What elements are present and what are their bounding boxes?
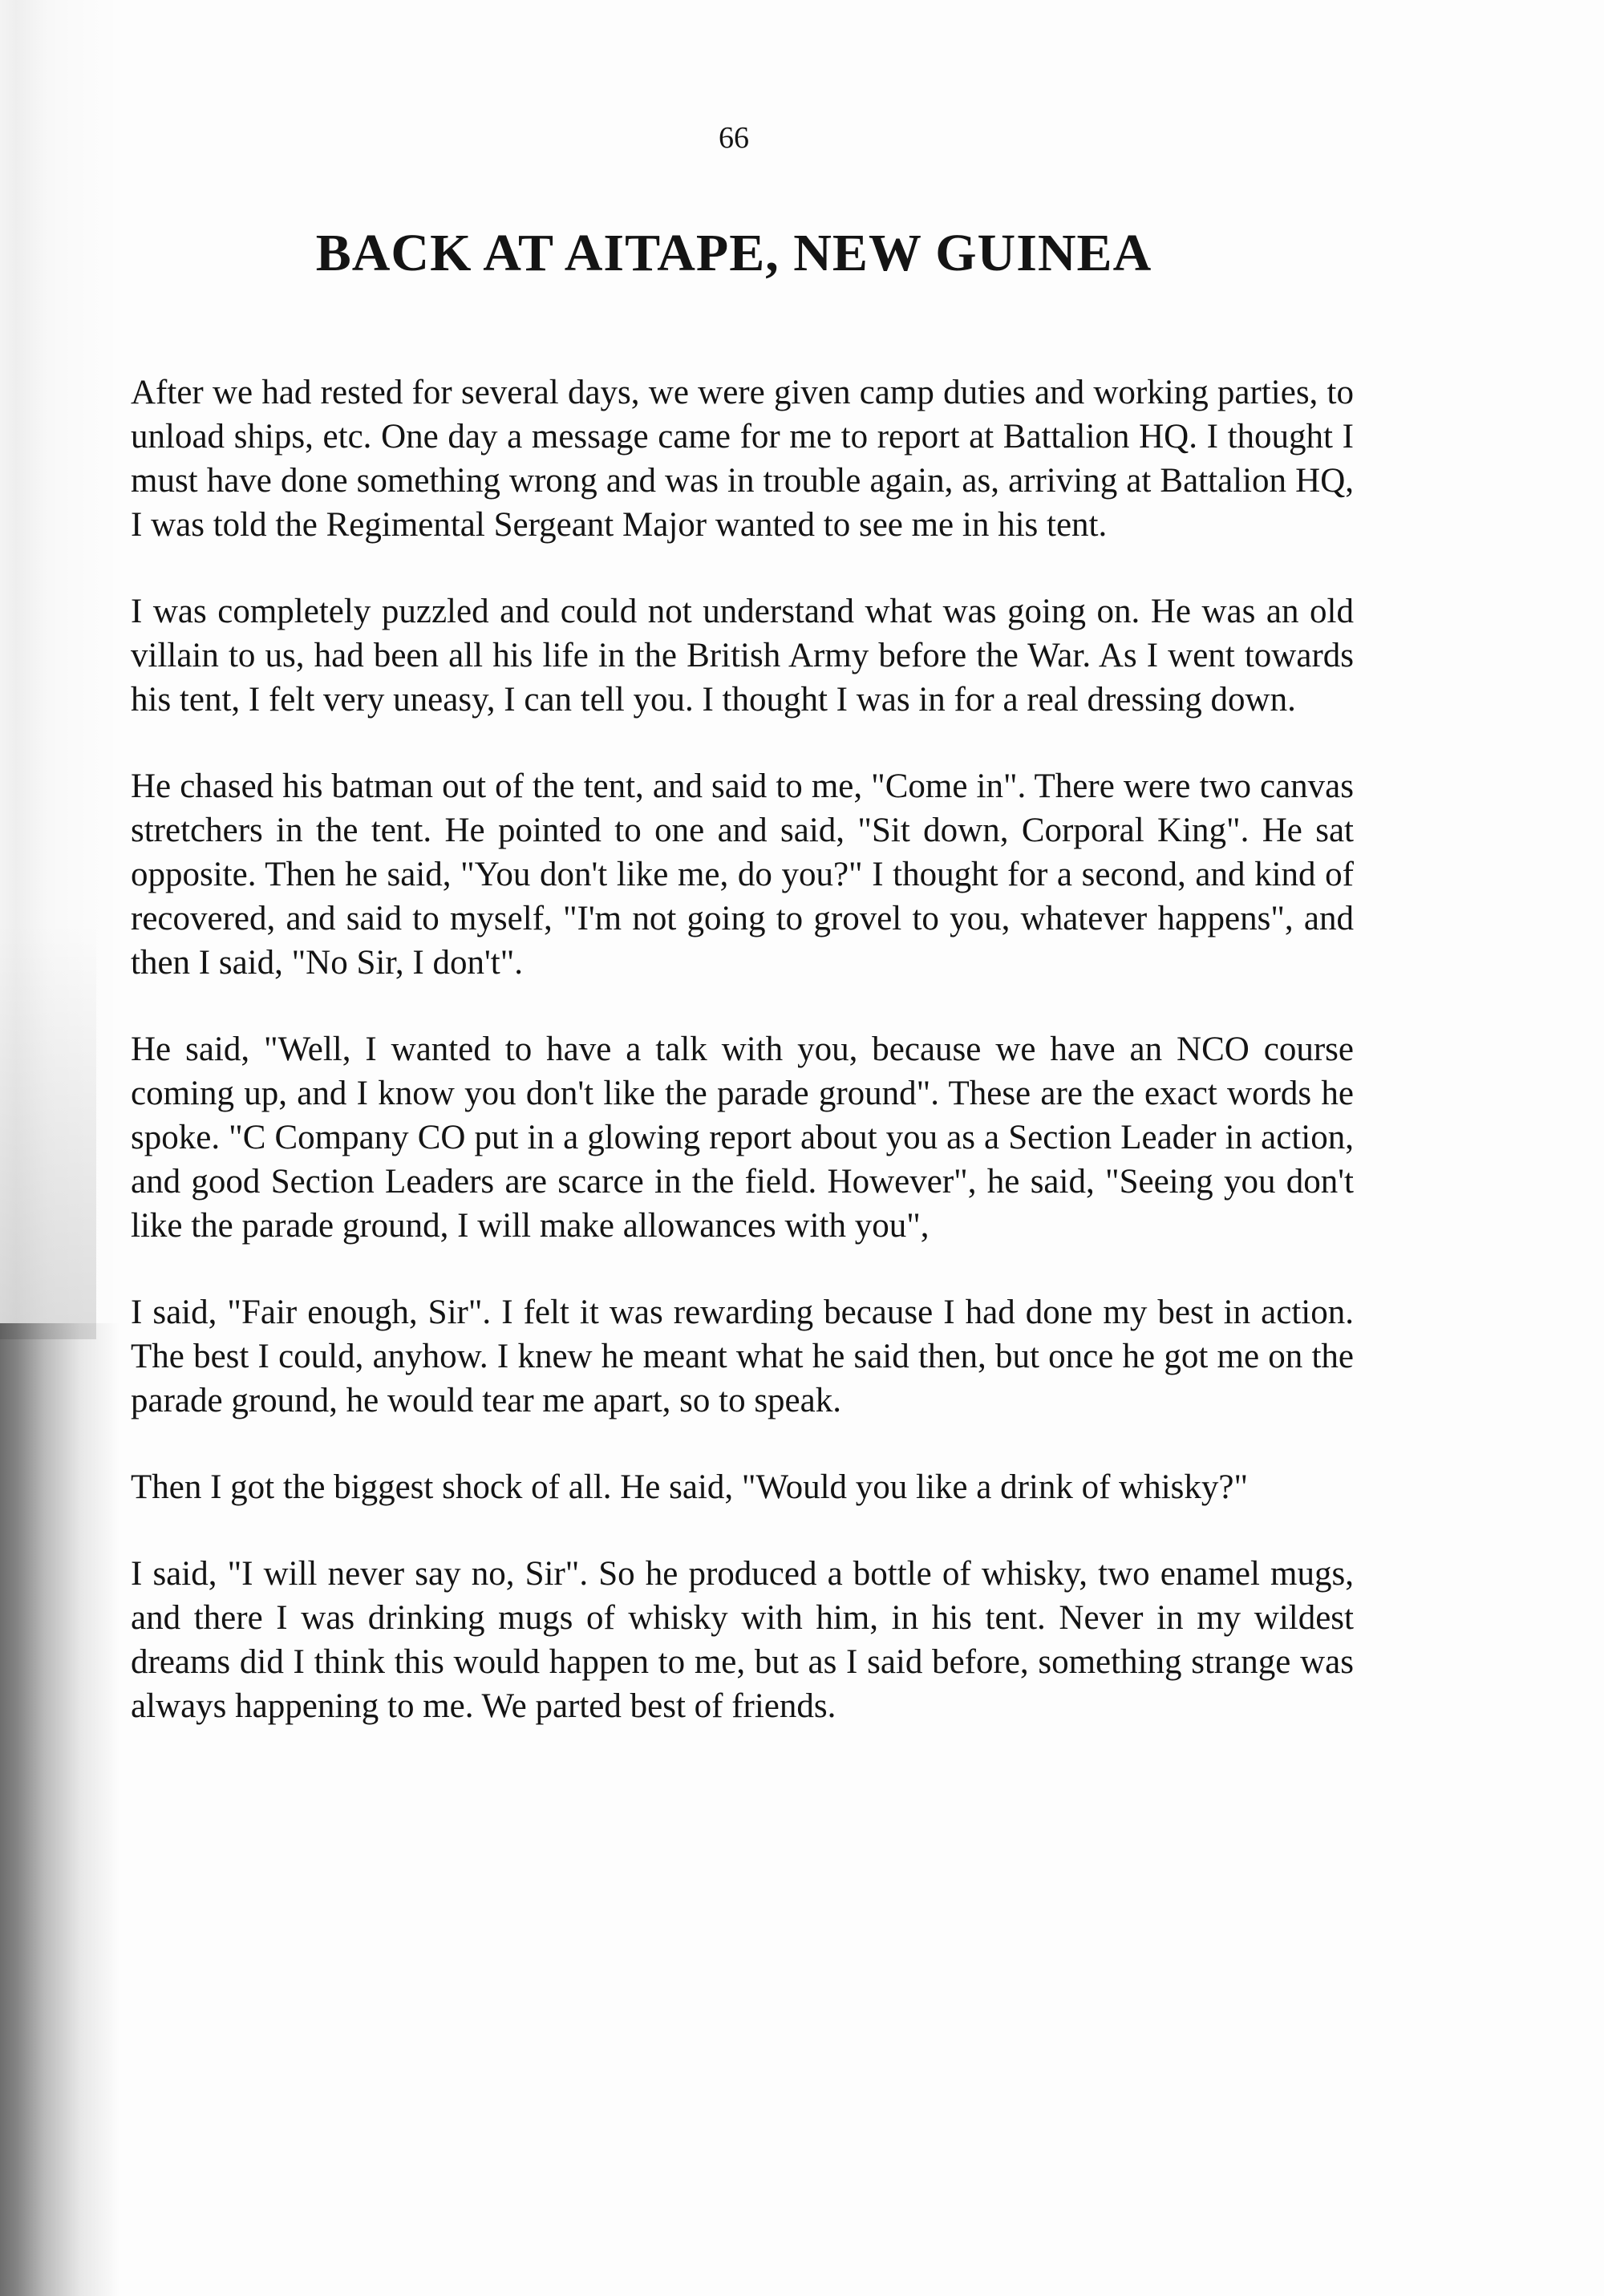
paragraph: I was completely puzzled and could not understand what was going on. He was an old villain to us, had been all his life in the British Army before the War. As I went towards his tent, I felt very uneasy, I can tell you. I thought I was in for a real dressing down.	[131, 593, 1354, 719]
chapter-title: BACK AT AITAPE, NEW GUINEA	[315, 224, 1152, 282]
binding-shadow-dark	[0, 1323, 120, 2296]
paragraph: He said, "Well, I wanted to have a talk with you, because we have an NCO course coming up, and I know you don't like the parade ground". These are the exact words he spoke. "C Company CO put in a glowing report about you as a Section Leader in action, and good Section Leaders are scarce in the field. However", he said, "Seeing you don't like the parade ground, I will make allowances with you",	[131, 1031, 1354, 1245]
paragraph: Then I got the biggest shock of all. He said, "Would you like a drink of whisky?"	[131, 1468, 1249, 1506]
paragraph: I said, "Fair enough, Sir". I felt it was rewarding because I had done my best in action. The best I could, anyhow. I knew he meant what he said then, but once he got me on the parade ground, he would tear me apart, so to speak.	[131, 1294, 1354, 1419]
page-number: 66	[719, 121, 749, 155]
paragraph: I said, "I will never say no, Sir". So he produced a bottle of whisky, two enamel mugs, and there I was drinking mugs of whisky with him, in his tent. Never in my wildest dreams did I think this would happen to me, but as I said before, something strange was always happening to me. We parted best of friends.	[131, 1555, 1354, 1725]
body-text	[131, 371, 1354, 1771]
paragraph: He chased his batman out of the tent, and said to me, "Come in". There were two canvas stretchers in the tent. He pointed to one and said, "Sit down, Corporal King". He sat opposite. Then he said, "You don't like me, do you?" I thought for a second, and kind of recovered, and said to myself, "I'm not going to grovel to you, whatever happens", and then I said, "No Sir, I don't".	[131, 767, 1354, 982]
paragraph: After we had rested for several days, we were given camp duties and working parties, to unload ships, etc. One day a message came for me to report at Battalion HQ. I thought I must have done something wrong and was in trouble again, as, arriving at Battalion HQ, I was told the Regimental Sergeant Major wanted to see me in his tent.	[131, 374, 1354, 544]
binding-shadow-fade	[0, 922, 96, 1339]
